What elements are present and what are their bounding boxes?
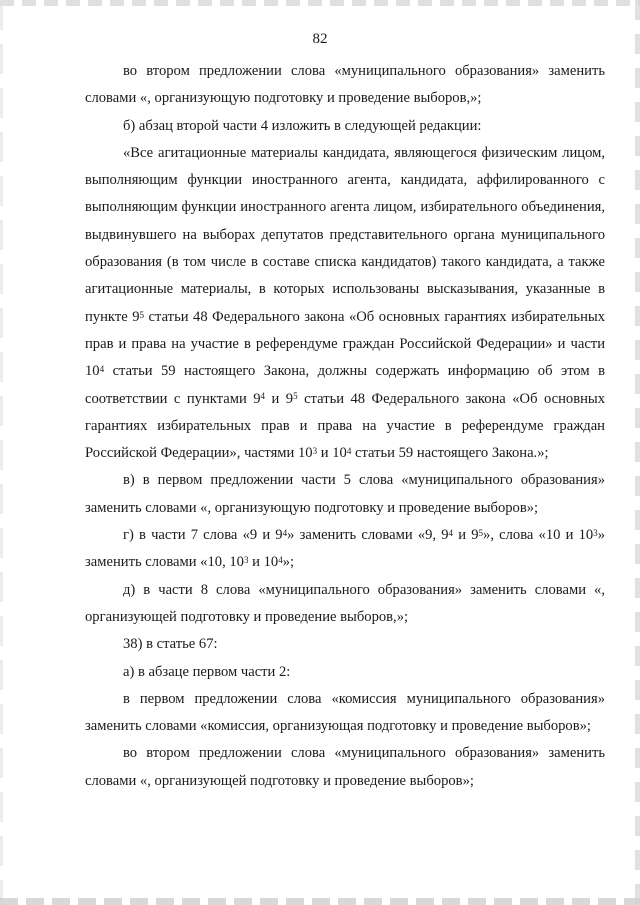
superscript: 5 <box>478 527 484 538</box>
text-segment: статьи 59 настоящего Закона, должны содержать информацию об этом в соответствии с пунктами 9 <box>85 363 605 407</box>
text-segment: и 9 <box>453 527 479 544</box>
scan-edge-bottom <box>0 898 640 905</box>
superscript: 4 <box>282 527 288 538</box>
superscript: 4 <box>260 391 266 402</box>
scan-edge-right <box>635 0 640 905</box>
text-segment: в) в первом предложении части 5 слова «муниципального образования» заменить словами «, организующую подготовку и проведение выборов»; <box>85 472 605 516</box>
text-segment: 38) в статье 67: <box>123 636 218 653</box>
superscript: 4 <box>448 527 454 538</box>
text-segment: и 9 <box>265 390 294 407</box>
paragraph-p9 <box>85 686 605 741</box>
text-segment: и 10 <box>317 445 347 462</box>
superscript: 4 <box>346 446 352 456</box>
text-segment: » заменить словами «10, 10 <box>85 527 605 571</box>
page-number: 82 <box>312 31 328 47</box>
superscript: 3 <box>312 446 318 456</box>
text-segment: в первом предложении слова «комиссия муниципального образования» заменить словами «комиссия, организующая подготовку и проведение выборов»; <box>85 690 605 735</box>
superscript: 3 <box>243 555 249 566</box>
superscript: 3 <box>593 527 598 538</box>
paragraph-p4 <box>85 467 605 522</box>
text-segment: и 10 <box>248 554 279 571</box>
paragraph-p10 <box>85 740 605 795</box>
text-segment: » заменить словами «9, 9 <box>287 527 449 544</box>
paragraph-p3 <box>85 140 605 468</box>
text-segment: статьи 48 Федерального закона «Об основных гарантиях избирательных прав и права на участие в референдуме граждан Российской Федерации» и части 10 <box>85 308 605 380</box>
paragraph-p1 <box>85 58 605 113</box>
superscript: 5 <box>293 391 298 402</box>
document-body <box>85 58 605 795</box>
paragraph-p5 <box>85 522 605 577</box>
paragraph-p7 <box>85 631 605 658</box>
scan-edge-top <box>0 0 640 6</box>
text-segment: статьи 59 настоящего Закона.»; <box>351 445 549 462</box>
text-segment: »; <box>282 554 295 571</box>
text-segment: б) абзац второй части 4 изложить в следующей редакции: <box>123 117 482 134</box>
text-segment: », слова «10 и 10 <box>483 527 594 544</box>
superscript: 4 <box>99 364 105 375</box>
paragraph-p6 <box>85 577 605 632</box>
superscript: 4 <box>278 555 283 566</box>
scan-edge-left <box>0 0 3 905</box>
paragraph-p8 <box>85 659 605 686</box>
text-segment: д) в части 8 слова «муниципального образования» заменить словами «, организующей подготовку и проведение выборов,»; <box>85 581 605 625</box>
text-segment: во втором предложении слова «муниципального образования» заменить словами «, организующей подготовку и проведение выборов»; <box>85 745 605 789</box>
superscript: 5 <box>139 309 145 320</box>
text-segment: а) в абзаце первом части 2: <box>123 663 291 680</box>
text-segment: «Все агитационные материалы кандидата, являющегося физическим лицом, выполняющим функции иностранного агента, кандидата, аффилированного с выполняющим функции иностранного агента лицом, избирательного объединения, выдвинувшего на выборах депутатов представительного органа муниципального образования (в том числе в составе списка кандидатов) такого кандидата, а также агитационные материалы, в которых использованы высказывания, указанные в пункте 9 <box>85 144 605 325</box>
text-segment: статьи 48 Федерального закона «Об основных гарантиях избирательных прав и права на участие в референдуме граждан Российской Федерации», частями 10 <box>85 390 606 462</box>
text-segment: во втором предложении слова «муниципального образования» заменить словами «, организующую подготовку и проведение выборов,»; <box>85 63 605 107</box>
text-segment: г) в части 7 слова «9 и 9 <box>123 527 283 544</box>
paragraph-p2 <box>85 113 605 140</box>
